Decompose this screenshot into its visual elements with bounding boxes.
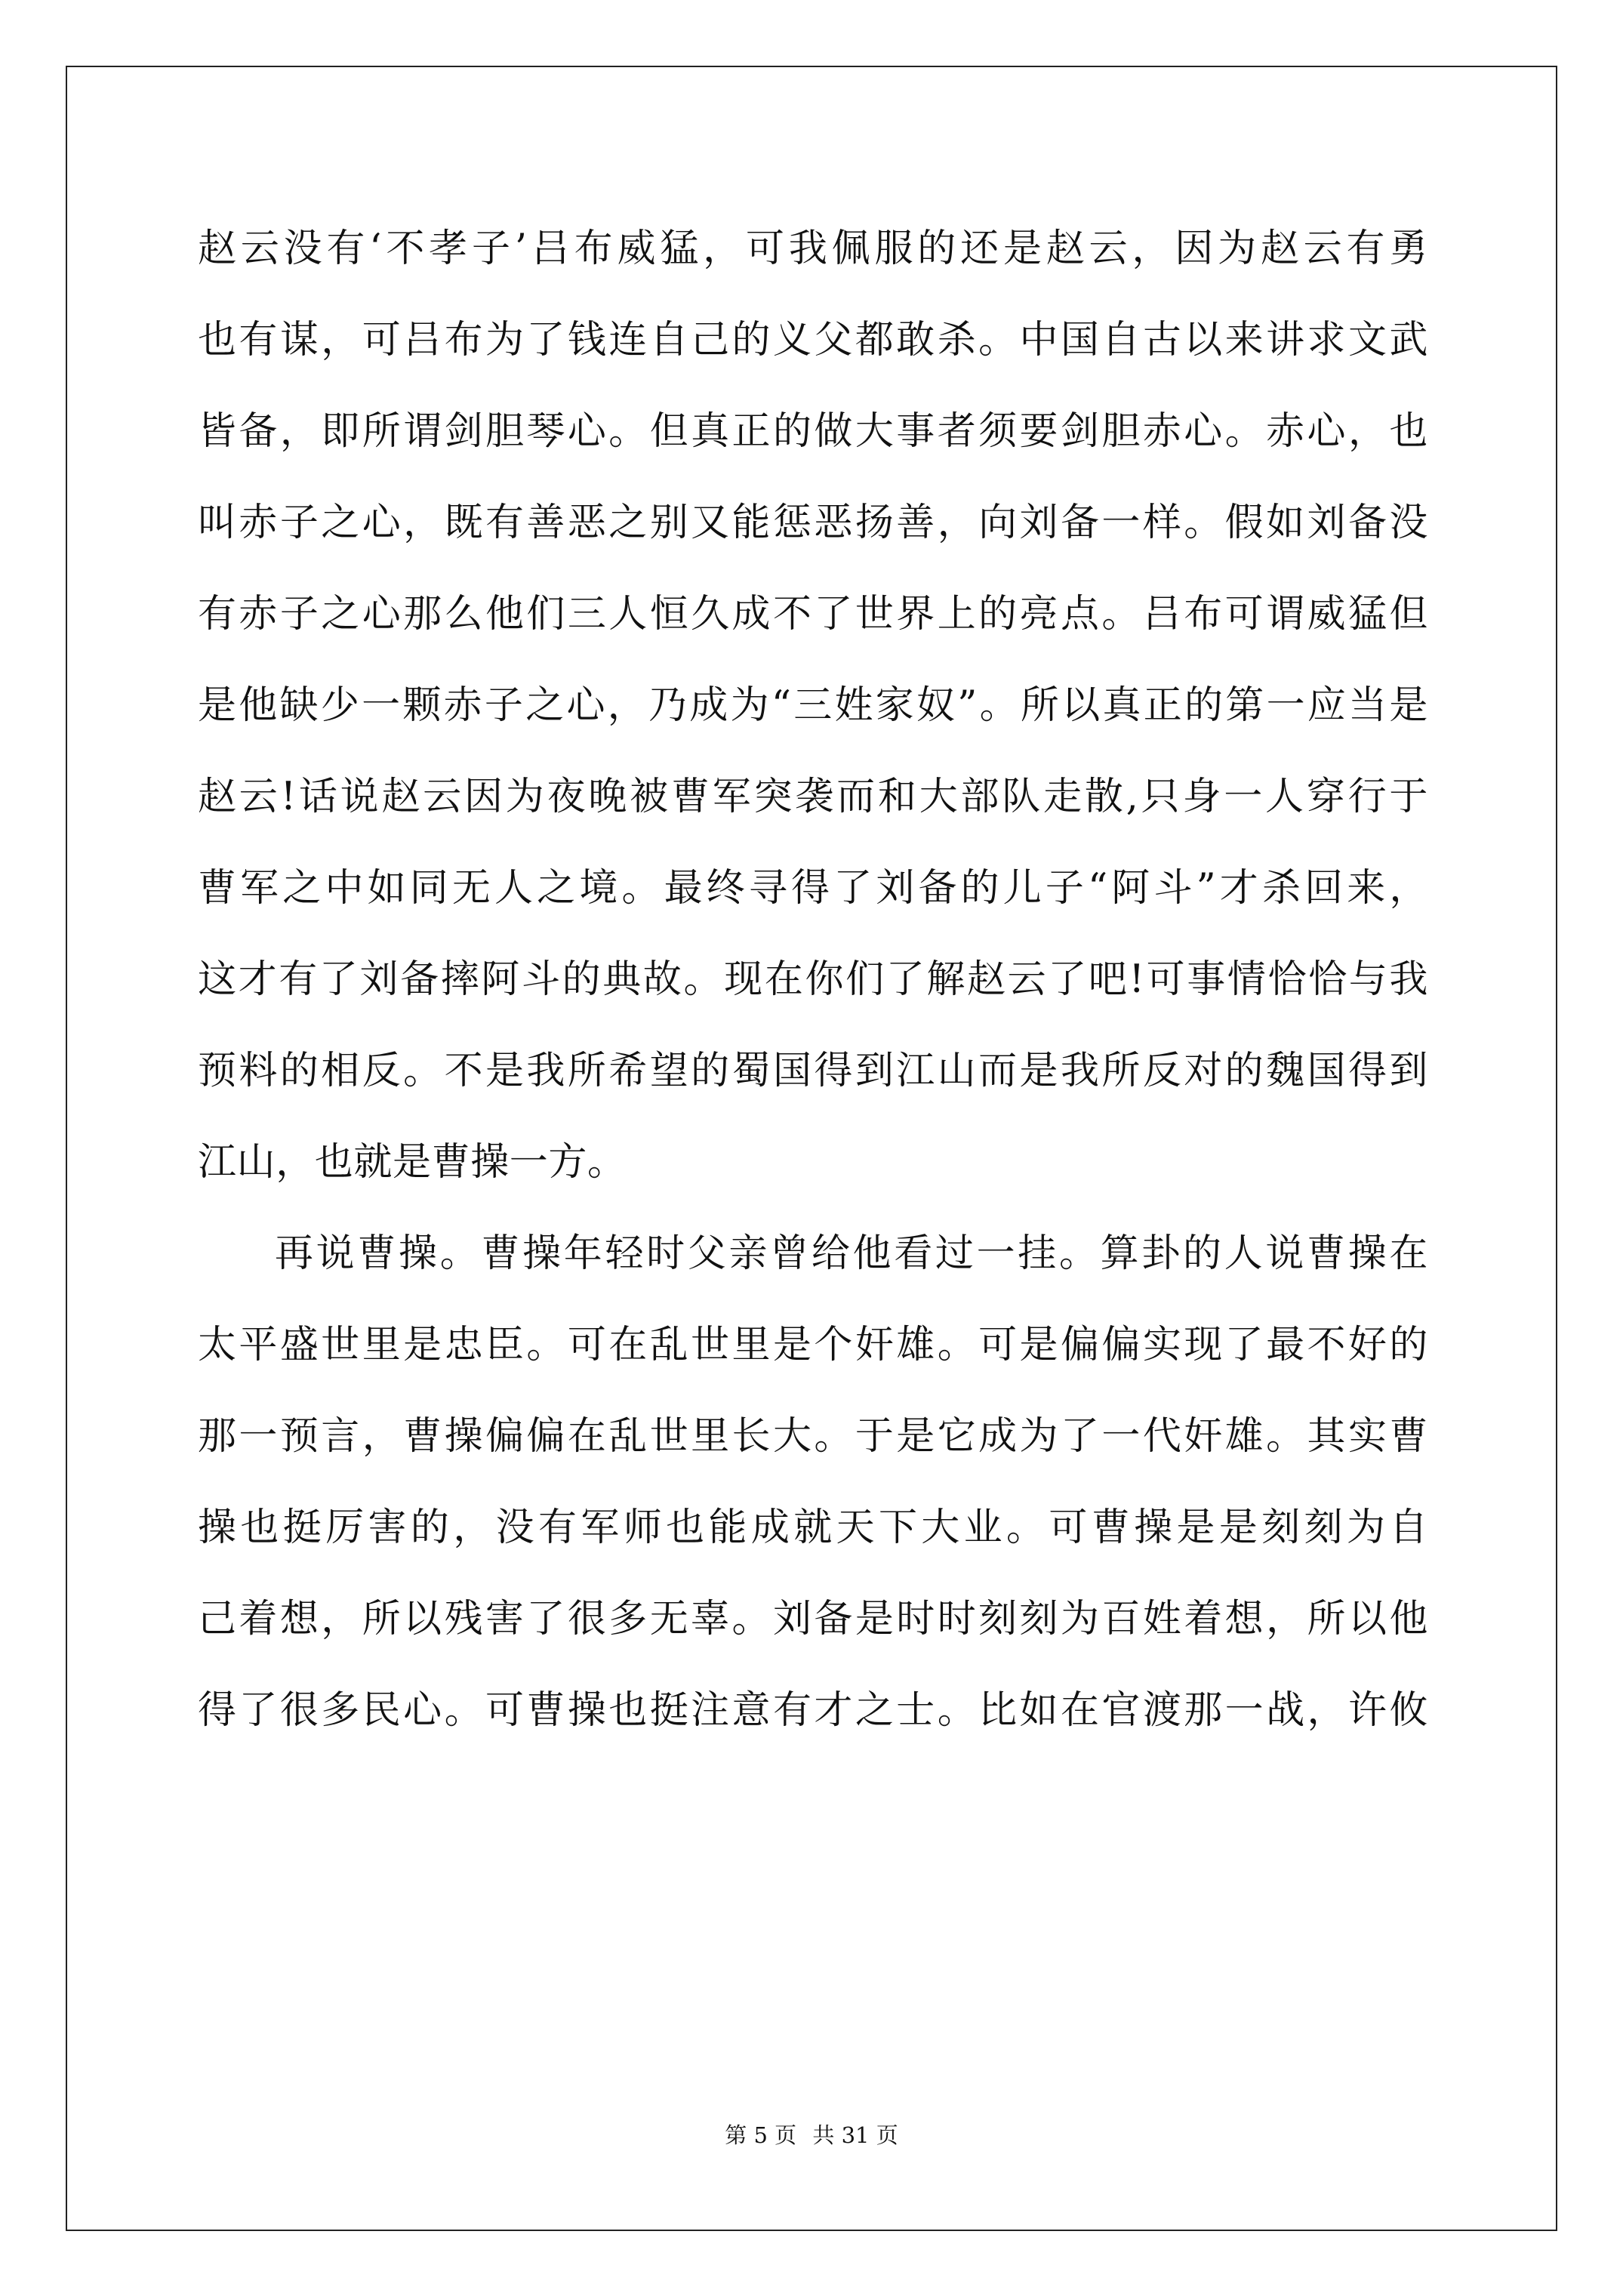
- paragraph-line-14: 那一预言，曹操偏偏在乱世里长大。于是它成为了一代奸雄。其实曹: [198, 1414, 1428, 1459]
- page-footer: [0, 2122, 1623, 2149]
- paragraph-line-7: 赵云!话说赵云因为夜晚被曹军突袭而和大部队走散,只身一人穿行于: [198, 775, 1428, 819]
- paragraph-line-6: 是他缺少一颗赤子之心，乃成为“三姓家奴”。所以真正的第一应当是: [198, 683, 1428, 728]
- paragraph-line-12: 再说曹操。曹操年轻时父亲曾给他看过一挂。算卦的人说曹操在: [275, 1231, 1428, 1276]
- paragraph-line-2: 也有谋，可吕布为了钱连自己的义父都敢杀。中国自古以来讲求文武: [198, 318, 1428, 362]
- paragraph-line-1: 赵云没有‘不孝子’吕布威猛，可我佩服的还是赵云，因为赵云有勇: [198, 227, 1428, 271]
- paragraph-line-15: 操也挺厉害的，没有军师也能成就天下大业。可曹操是是刻刻为自: [198, 1505, 1428, 1550]
- paragraph-line-3: 皆备，即所谓剑胆琴心。但真正的做大事者须要剑胆赤心。赤心，也: [198, 409, 1428, 454]
- page-number-total: 共 31 页: [812, 2122, 898, 2148]
- paragraph-line-9: 这才有了刘备摔阿斗的典故。现在你们了解赵云了吧!可事情恰恰与我: [198, 957, 1428, 1002]
- paragraph-line-17: 得了很多民心。可曹操也挺注意有才之士。比如在官渡那一战，许攸: [198, 1688, 1428, 1733]
- paragraph-line-5: 有赤子之心那么他们三人恒久成不了世界上的亮点。吕布可谓威猛但: [198, 592, 1428, 636]
- page-number-current: 第 5 页: [725, 2122, 797, 2148]
- paragraph-line-4: 叫赤子之心，既有善恶之别又能惩恶扬善，向刘备一样。假如刘备没: [198, 501, 1428, 545]
- paragraph-line-16: 己着想，所以残害了很多无辜。刘备是时时刻刻为百姓着想，所以他: [198, 1597, 1428, 1641]
- paragraph-line-11: 江山，也就是曹操一方。: [198, 1140, 627, 1185]
- paragraph-line-13: 太平盛世里是忠臣。可在乱世里是个奸雄。可是偏偏实现了最不好的: [198, 1323, 1428, 1367]
- paragraph-line-10: 预料的相反。不是我所希望的蜀国得到江山而是我所反对的魏国得到: [198, 1049, 1428, 1093]
- paragraph-line-8: 曹军之中如同无人之境。最终寻得了刘备的儿子“阿斗”才杀回来，: [198, 866, 1428, 911]
